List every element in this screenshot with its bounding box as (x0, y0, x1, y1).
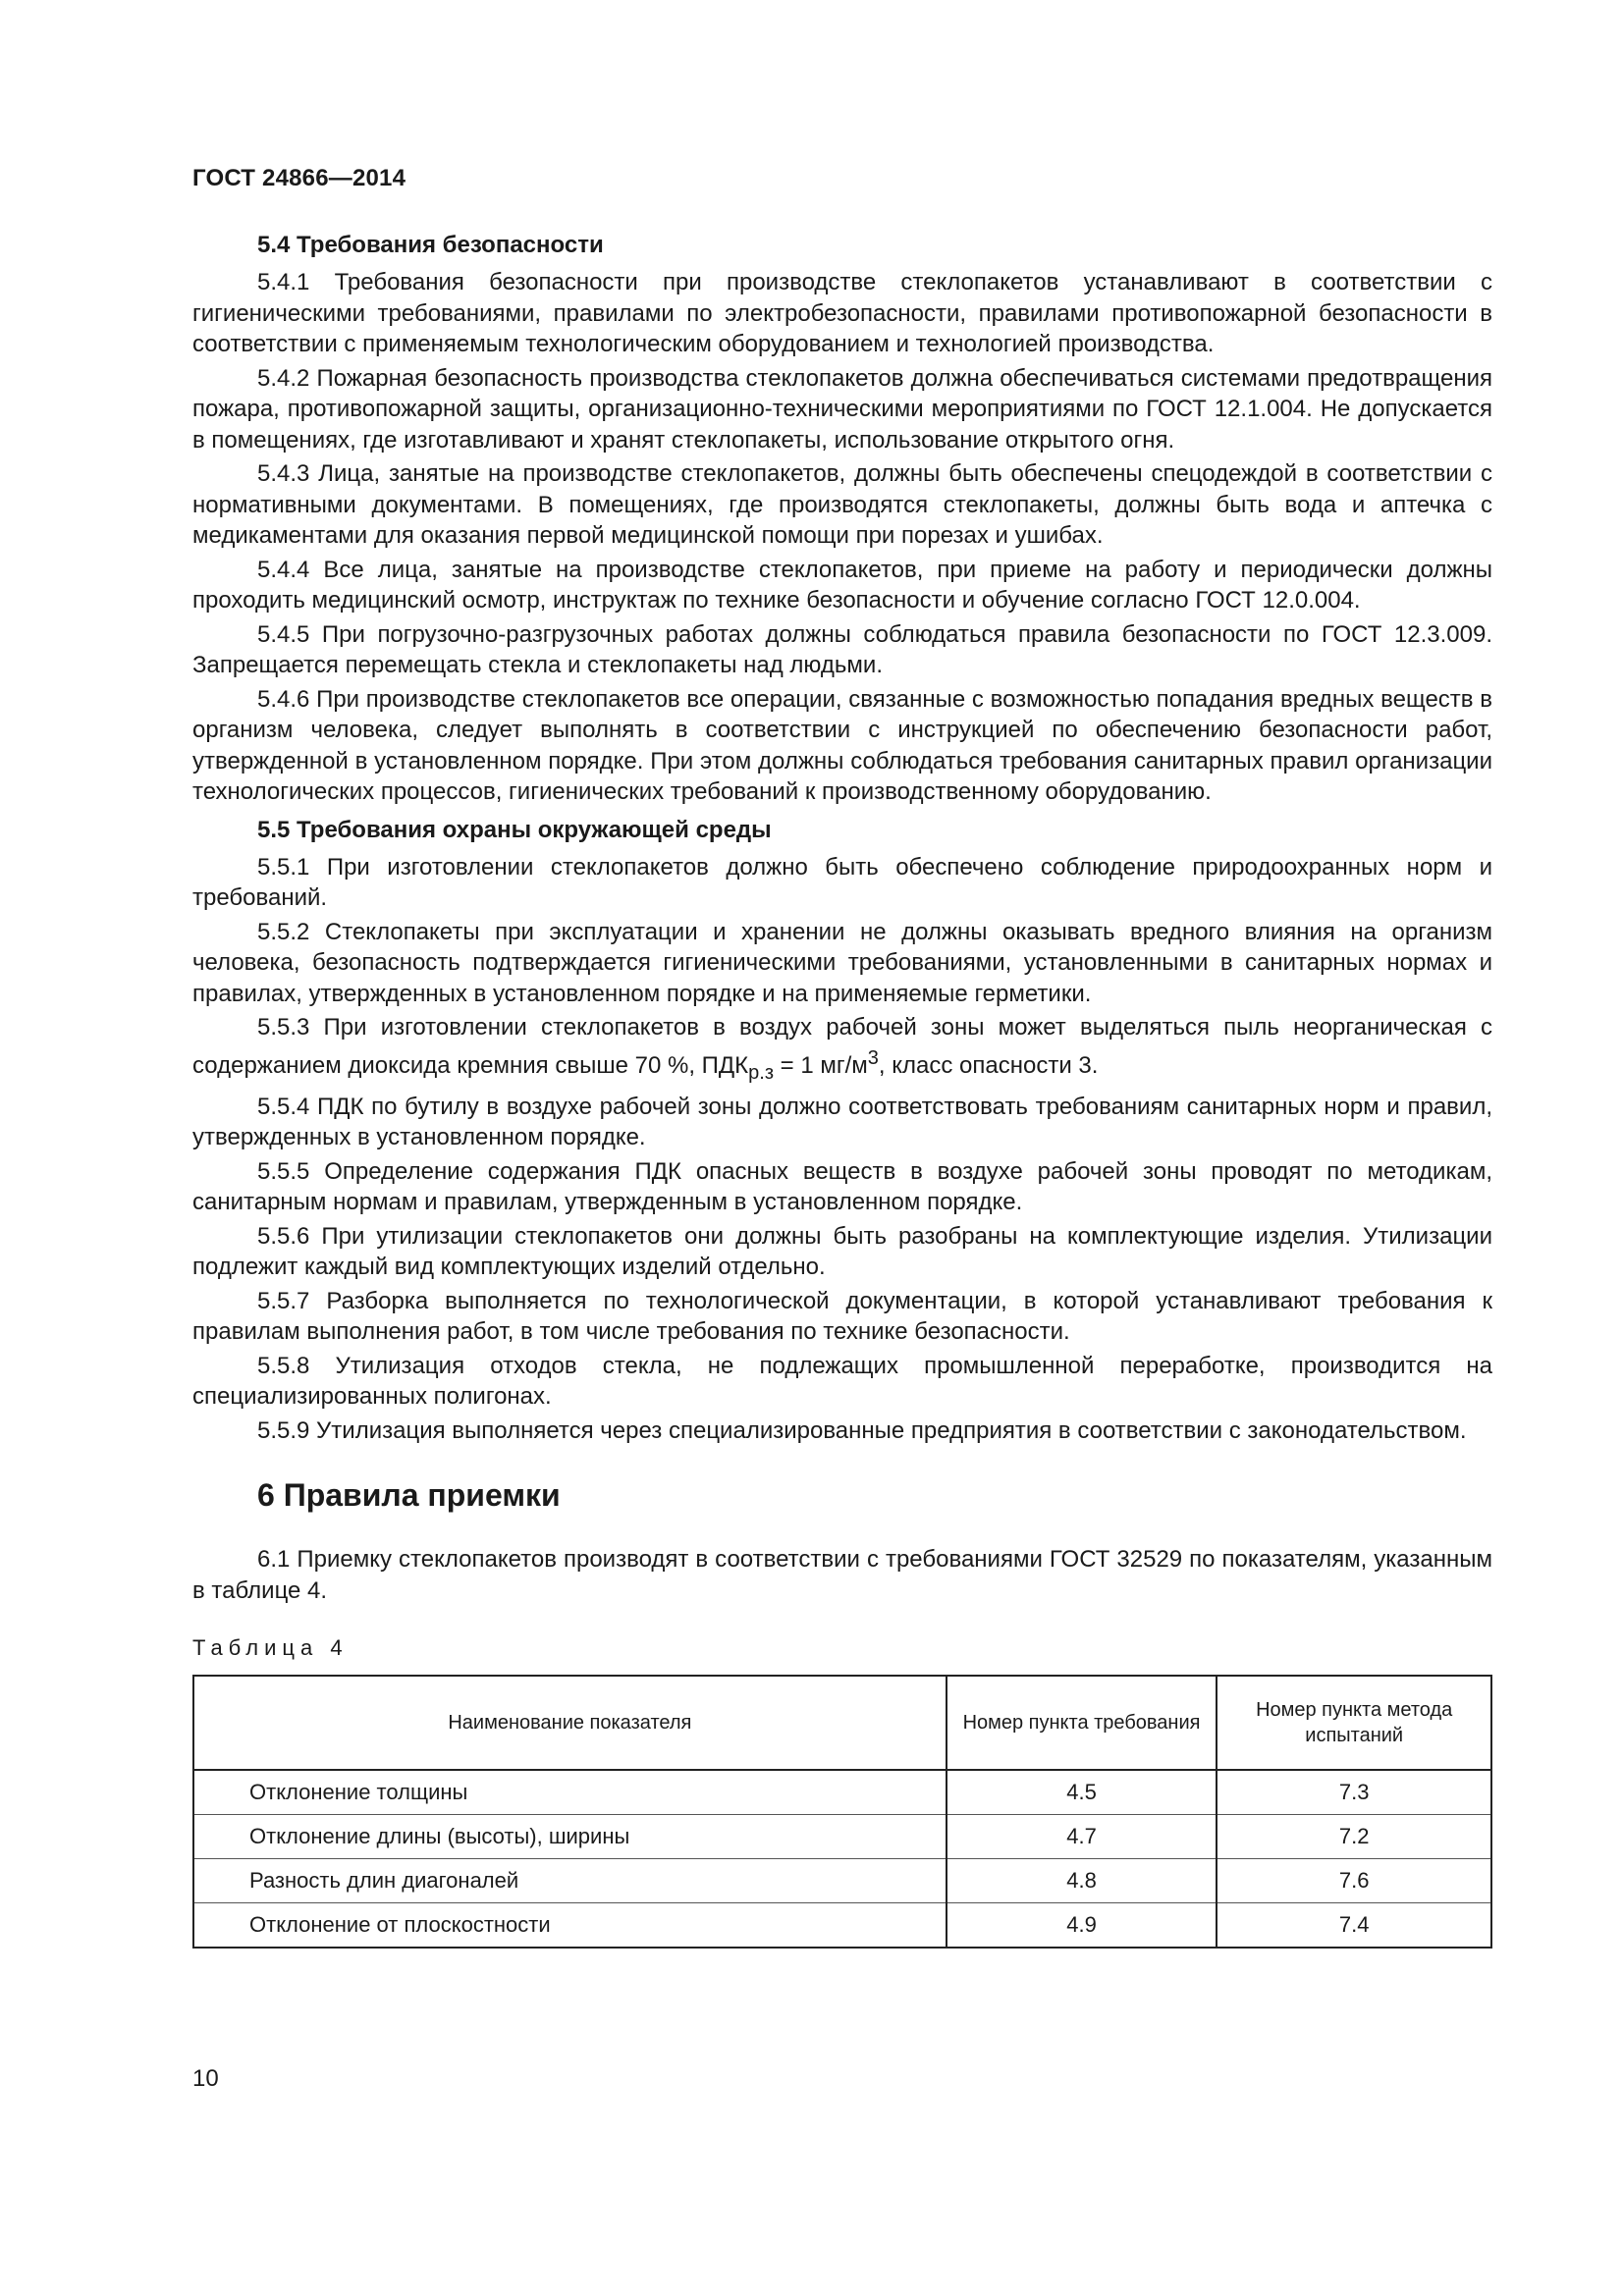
table-header-row (193, 1676, 1491, 1770)
paragraph-5-5-3-unit: = 1 мг/м (774, 1051, 868, 1079)
document-id: ГОСТ 24866—2014 (192, 165, 406, 191)
requirement-cell: 4.5 (947, 1770, 1217, 1815)
paragraph-6-1: 6.1 Приемку стеклопакетов производят в соответствии с требованиями ГОСТ 32529 по показателям, указанным в таблице 4. (192, 1546, 1492, 1604)
requirement-cell: 4.7 (947, 1815, 1217, 1859)
paragraph-5-5-7: 5.5.7 Разборка выполняется по технологической документации, в которой устанавливают требования к правилам выполнения работ, в том числе требования по технике безопасности. (192, 1287, 1492, 1346)
paragraph-5-4-3: 5.4.3 Лица, занятые на производстве стеклопакетов, должны быть обеспечены спецодеждой в соответствии с нормативными документами. В помещениях, где производятся стеклопакеты, должны быть вода и аптечка с медикаментами для оказания первой медицинской помощи при порезах и ушибах. (192, 460, 1492, 549)
table-row (193, 1815, 1491, 1859)
table-4 (192, 1675, 1492, 1949)
method-cell: 7.3 (1217, 1770, 1491, 1815)
indicator-cell: Отклонение от плоскостности (193, 1903, 947, 1949)
unit-superscript: 3 (867, 1046, 879, 1069)
method-cell: 7.4 (1217, 1903, 1491, 1949)
table-row (193, 1903, 1491, 1949)
paragraph-5-5-4: 5.5.4 ПДК по бутилу в воздухе рабочей зоны должно соответствовать требованиям санитарных норм и правил, утвержденных в установленном порядке. (192, 1093, 1492, 1151)
paragraph-5-5-3 (192, 1012, 1492, 1089)
paragraph-5-4-4: 5.4.4 Все лица, занятые на производстве стеклопакетов, при приеме на работу и периодически должны проходить медицинский осмотр, инструктаж по технике безопасности и обучение согласно ГОСТ 12.0.004. (192, 556, 1492, 614)
page-content (192, 226, 1492, 1949)
method-cell: 7.6 (1217, 1859, 1491, 1903)
page-number: 10 (192, 2065, 219, 2092)
paragraph-5-5-5: 5.5.5 Определение содержания ПДК опасных веществ в воздухе рабочей зоны проводят по методикам, санитарным нормам и правилам, утвержденным в установленном порядке. (192, 1157, 1492, 1216)
column-header-indicator: Наименование показателя (193, 1676, 947, 1770)
paragraph-5-4-1: 5.4.1 Требования безопасности при производстве стеклопакетов устанавливают в соответствии с гигиеническими требованиями, правилами по электробезопасности, правилами противопожарной безопасности в соответствии с применяемым технологическим оборудованием и технологией производства. (192, 269, 1492, 357)
table-row (193, 1859, 1491, 1903)
paragraph-5-4-6: 5.4.6 При производстве стеклопакетов все операции, связанные с возможностью попадания вредных веществ в организм человека, следует выполнять в соответствии с инструкцией по обеспечению безопасности работ, утвержденной в установленном порядке. При этом должны соблюдаться требования санитарных правил организации технологических процессов, гигиенических требований к производственному оборудованию. (192, 685, 1492, 805)
paragraph-5-5-3-text: 5.5.3 При изготовлении стеклопакетов в воздух рабочей зоны может выделяться пыль неорганическая с содержанием диоксида кремния свыше 70 %, ПДК (192, 1014, 1492, 1079)
requirement-cell: 4.8 (947, 1859, 1217, 1903)
table-4-caption: Таблица 4 (192, 1635, 349, 1661)
paragraph-5-4-2: 5.4.2 Пожарная безопасность производства стеклопакетов должна обеспечиваться системами предотвращения пожара, противопожарной защиты, организационно-техническими мероприятиями по ГОСТ 12.1.004. Не допускается в помещениях, где изготавливают и хранят стеклопакеты, использование открытого огня. (192, 364, 1492, 454)
paragraph-5-5-2: 5.5.2 Стеклопакеты при эксплуатации и хранении не должны оказывать вредного влияния на организм человека, безопасность подтверждается гигиеническими требованиями, установленными в санитарных нормах и правилах, утвержденных в установленном порядке и на применяемые герметики. (192, 918, 1492, 1007)
paragraph-5-5-9: 5.5.9 Утилизация выполняется через специализированные предприятия в соответствии с законодательством. (257, 1416, 1467, 1444)
method-cell: 7.2 (1217, 1815, 1491, 1859)
indicator-cell: Отклонение длины (высоты), ширины (193, 1815, 947, 1859)
indicator-cell: Разность длин диагоналей (193, 1859, 947, 1903)
table-row (193, 1770, 1491, 1815)
indicator-cell: Отклонение толщины (193, 1770, 947, 1815)
column-header-test-method: Номер пункта метода испытаний (1217, 1676, 1491, 1770)
paragraph-5-5-1: 5.5.1 При изготовлении стеклопакетов должно быть обеспечено соблюдение природоохранных норм и требований. (192, 853, 1492, 911)
requirement-cell: 4.9 (947, 1903, 1217, 1949)
section-5-4-title: 5.4 Требования безопасности (257, 232, 604, 258)
paragraph-5-5-3-end: , класс опасности 3. (878, 1051, 1099, 1079)
paragraph-5-5-6: 5.5.6 При утилизации стеклопакетов они должны быть разобраны на комплектующие изделия. Утилизации подлежит каждый вид комплектующих изделий отдельно. (192, 1222, 1492, 1281)
column-header-requirement: Номер пункта требования (947, 1676, 1217, 1770)
pdk-subscript: р.з (748, 1061, 774, 1084)
section-5-5-title: 5.5 Требования охраны окружающей среды (257, 816, 772, 843)
paragraph-5-5-8: 5.5.8 Утилизация отходов стекла, не подлежащих промышленной переработке, производится на специализированных полигонах. (192, 1352, 1492, 1411)
paragraph-5-4-5: 5.4.5 При погрузочно-разгрузочных работах должны соблюдаться правила безопасности по ГОСТ 12.3.009. Запрещается перемещать стекла и стеклопакеты над людьми. (192, 620, 1492, 678)
section-6-title: 6 Правила приемки (257, 1477, 561, 1514)
